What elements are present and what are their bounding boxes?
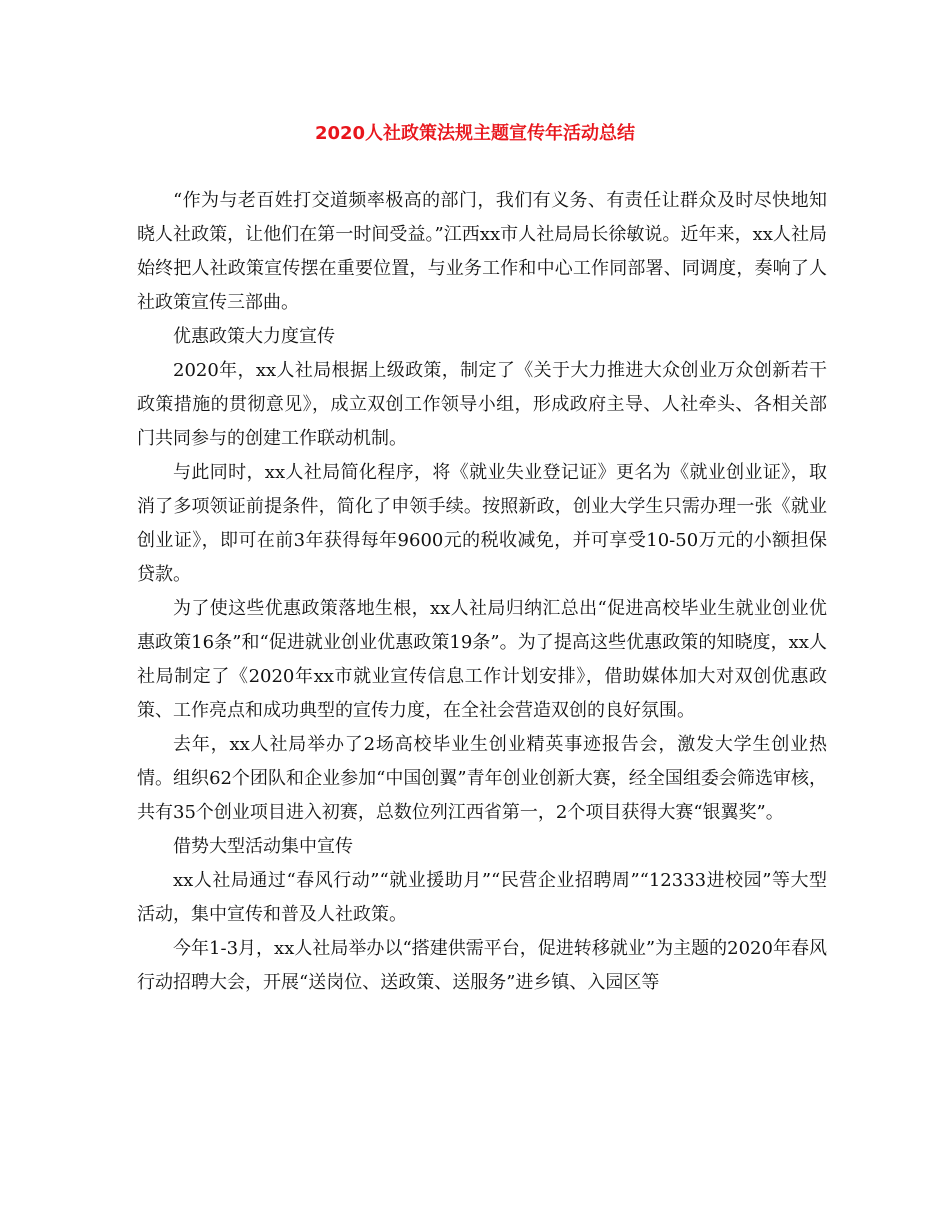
document-body [137, 184, 827, 1000]
document-title: 2020人社政策法规主题宣传年活动总结 [314, 123, 636, 144]
paragraph: 为了使这些优惠政策落地生根，xx人社局归纳汇总出“促进高校毕业生就业创业优惠政策16条”和“促进就业创业优惠政策19条”。为了提高这些优惠政策的知晓度，xx人社局制定了《2020年xx市就业宣传信息工作计划安排》，借助媒体加大对双创优惠政策、工作亮点和成功典型的宣传力度，在全社会营造双创的良好氛围。 [137, 598, 827, 721]
paragraph: 2020年，xx人社局根据上级政策，制定了《关于大力推进大众创业万众创新若干政策措施的贯彻意见》，成立双创工作领导小组，形成政府主导、人社牵头、各相关部门共同参与的创建工作联动机制。 [137, 360, 827, 449]
paragraph: 与此同时，xx人社局简化程序，将《就业失业登记证》更名为《就业创业证》，取消了多项领证前提条件，简化了申领手续。按照新政，创业大学生只需办理一张《就业创业证》，即可在前3年获得每年9600元的税收减免，并可享受10-50万元的小额担保贷款。 [137, 462, 827, 585]
paragraph: 今年1-3月，xx人社局举办以“搭建供需平台，促进转移就业”为主题的2020年春风行动招聘大会，开展“送岗位、送政策、送服务”进乡镇、入园区等 [137, 938, 827, 993]
paragraph-intro: “作为与老百姓打交道频率极高的部门，我们有义务、有责任让群众及时尽快地知晓人社政策，让他们在第一时间受益。”江西xx市人社局局长徐敏说。近年来，xx人社局始终把人社政策宣传摆在重要位置，与业务工作和中心工作同部署、同调度，奏响了人社政策宣传三部曲。 [137, 190, 827, 313]
paragraph: xx人社局通过“春风行动”“就业援助月”“民营企业招聘周”“12333进校园”等大型活动，集中宣传和普及人社政策。 [137, 870, 827, 925]
paragraph: 去年，xx人社局举办了2场高校毕业生创业精英事迹报告会，激发大学生创业热情。组织62个团队和企业参加“中国创翼”青年创业创新大赛，经全国组委会筛选审核，共有35个创业项目进入初赛，总数位列江西省第一，2个项目获得大赛“银翼奖”。 [137, 734, 827, 823]
section-heading: 优惠政策大力度宣传 [173, 326, 335, 347]
section-heading: 借势大型活动集中宣传 [173, 836, 353, 857]
